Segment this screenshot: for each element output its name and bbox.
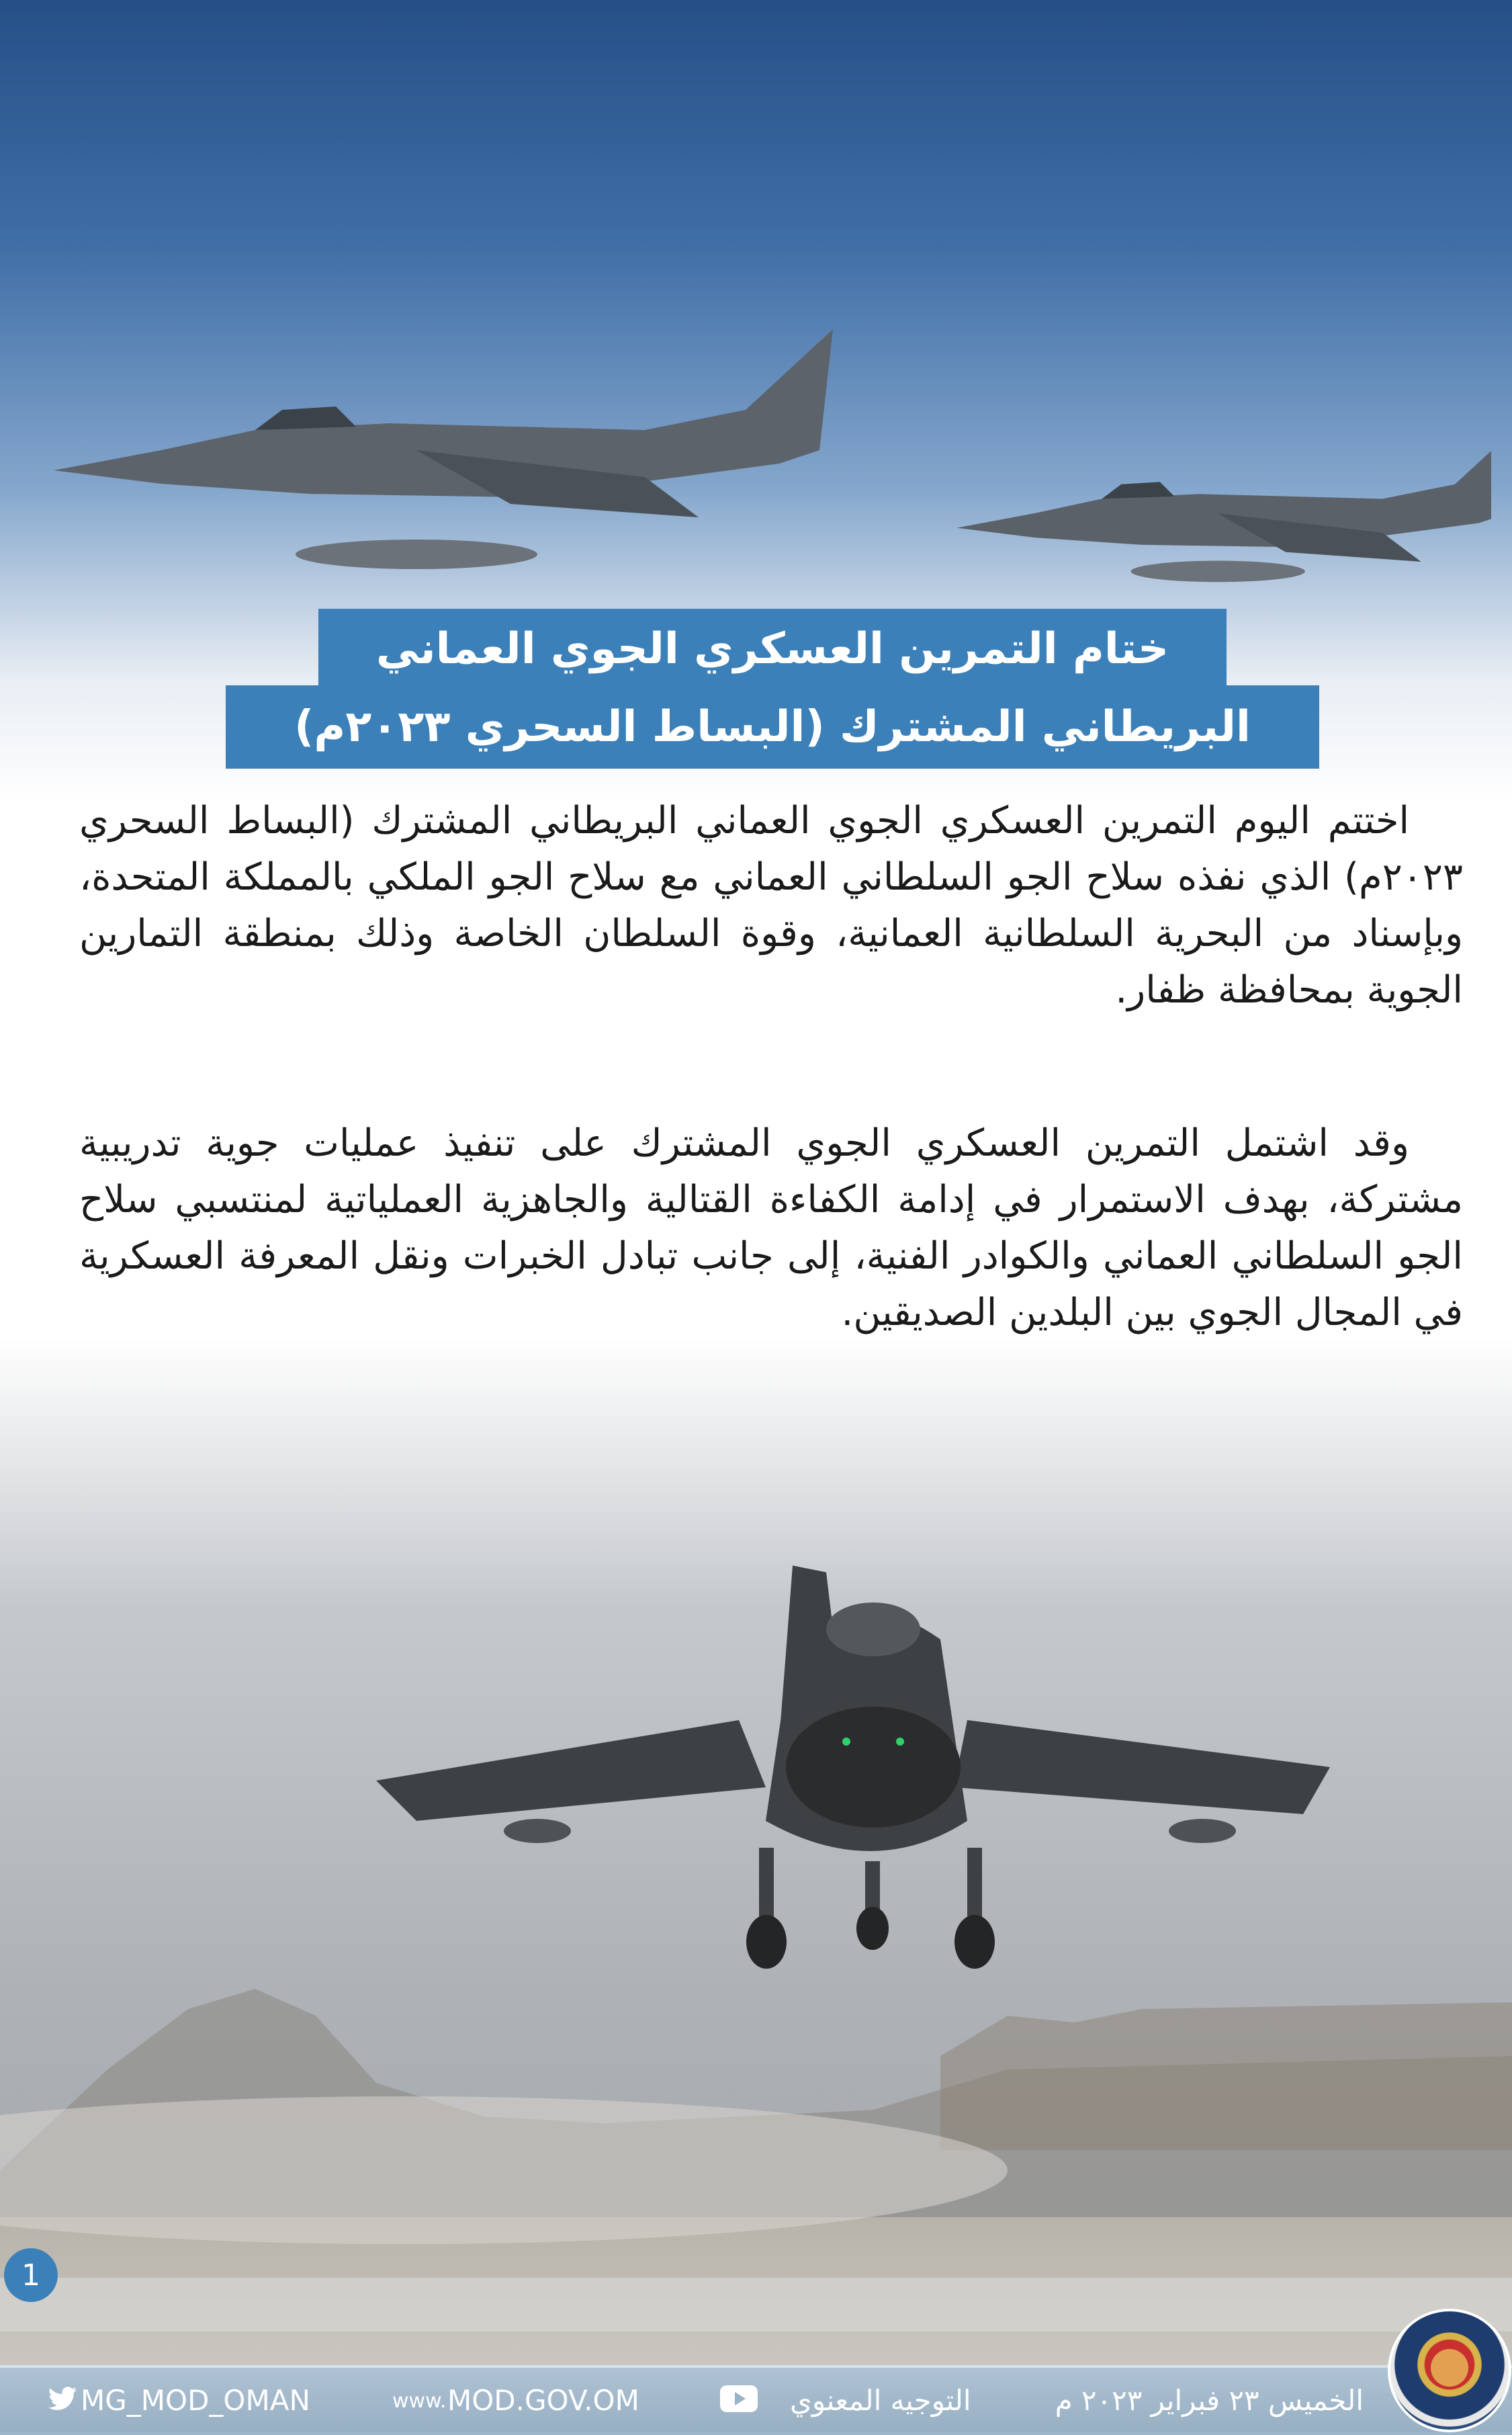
footer-social-handle[interactable]: MG_MOD_OMAN	[81, 2384, 310, 2417]
title-line-2	[226, 685, 1319, 769]
body-paragraph-1: اختتم اليوم التمرين العسكري الجوي العماني البريطاني المشترك (البساط السحري ٢٠٢٣م) الذي نفذه سلاح الجو السلطاني العماني مع سلاح الجو الملكي بالمملكة المتحدة، وبإسناد من البحرية السلطانية العمانية، وقوة السلطان الخاصة وذلك بمنطقة التمارين الجوية بمحافظة ظفار.	[79, 799, 1463, 1012]
footer-website-link[interactable]: MOD.GOV.OM	[447, 2384, 639, 2417]
twitter-icon[interactable]	[47, 2383, 78, 2413]
mod-emblem	[1388, 2309, 1511, 2432]
footer-www-prefix: www.	[392, 2389, 447, 2413]
page-number-badge	[4, 2248, 58, 2302]
footer-date: الخميس ٢٣ فبراير ٢٠٢٣ م	[1055, 2384, 1364, 2417]
eurofighter-pair	[40, 316, 1491, 598]
title-line-2-text: البريطاني المشترك (البساط السحري ٢٠٢٣م)	[294, 702, 1251, 752]
title-line-1	[318, 609, 1227, 689]
footer-directorate: التوجيه المعنوي	[790, 2384, 971, 2417]
f16-jet	[363, 1566, 1370, 1996]
body-paragraph-2: وقد اشتمل التمرين العسكري الجوي المشترك على تنفيذ عمليات جوية تدريبية مشتركة، بهدف الاستمرار في إدامة الكفاءة القتالية والجاهزية العملياتية لمنتسبي سلاح الجو السلطاني العماني والكوادر الفنية، إلى جانب تبادل الخبرات ونقل المعرفة العسكرية في المجال الجوي بين البلدين الصديقين.	[79, 1121, 1463, 1334]
youtube-icon[interactable]	[720, 2385, 758, 2412]
page-number: 1	[21, 2258, 40, 2293]
title-line-1-text: ختام التمرين العسكري الجوي العماني	[375, 624, 1169, 674]
